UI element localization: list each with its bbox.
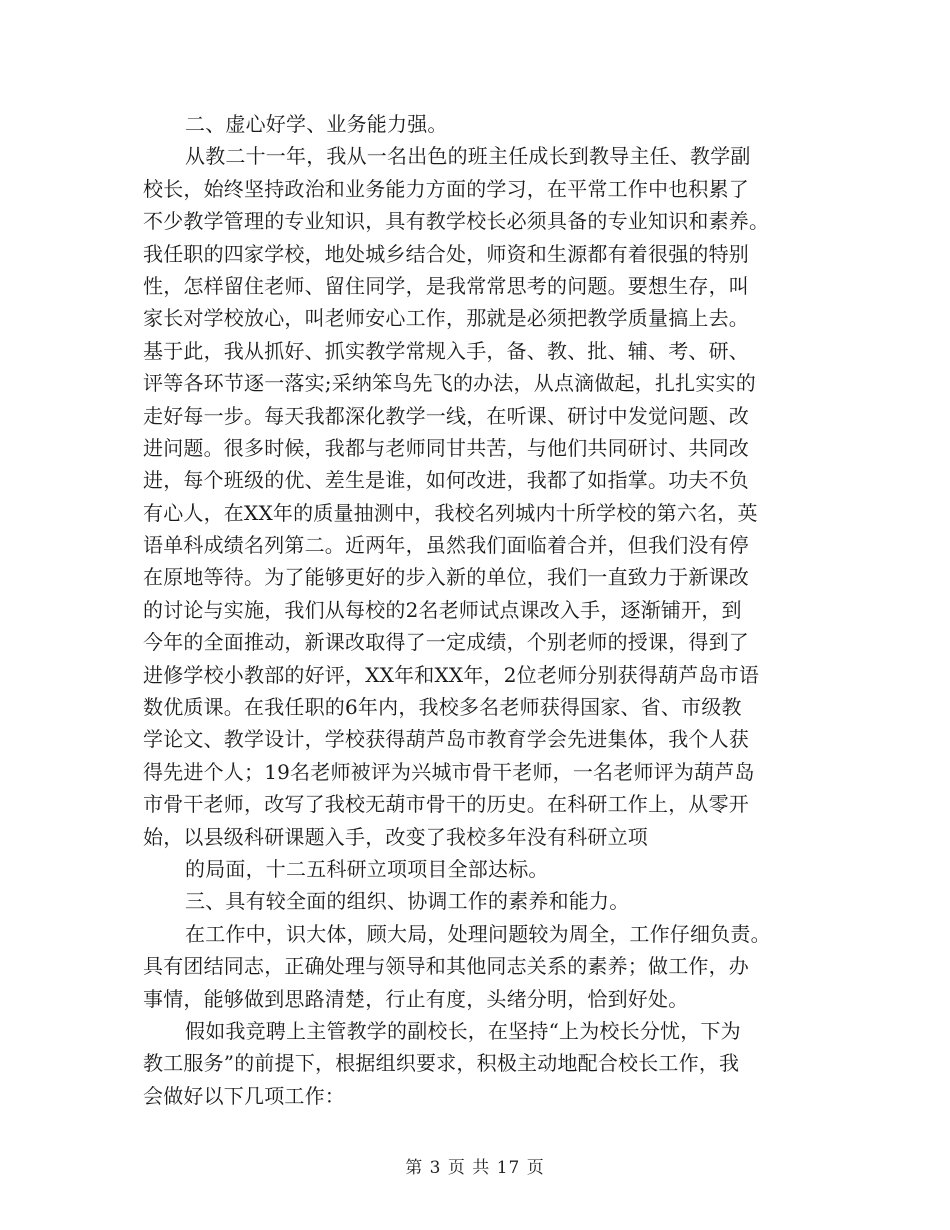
text-line: 事情，能够做到思路清楚，行止有度，头绪分明，恰到好处。 bbox=[143, 986, 689, 1011]
text-line: 进修学校小教部的好评，XX年和XX年，2位老师分别获得葫芦岛市语 bbox=[143, 662, 760, 687]
text-line: 数优质课。在我任职的6年内，我校多名老师获得国家、省、市级教 bbox=[143, 695, 742, 720]
text-line: 假如我竞聘上主管教学的副校长，在坚持“上为校长分忧，下为 bbox=[185, 1018, 741, 1043]
text-line: 始，以县级科研课题入手，改变了我校多年没有科研立项 bbox=[143, 824, 648, 849]
text-line: 得先进个人；19名老师被评为兴城市骨干老师，一名老师评为葫芦岛 bbox=[143, 759, 755, 784]
text-line: 会做好以下几项工作： bbox=[143, 1083, 345, 1108]
text-line: 家长对学校放心，叫老师安心工作，那就是必须把教学质量搞上去。 bbox=[143, 306, 749, 331]
text-line: 在工作中，识大体，顾大局，处理问题较为周全，工作仔细负责。 bbox=[185, 921, 771, 946]
text-line: 基于此，我从抓好、抓实教学常规入手，备、教、批、辅、考、研、 bbox=[143, 338, 749, 363]
text-line: 从教二十一年，我从一名出色的班主任成长到教导主任、教学副 bbox=[185, 144, 751, 169]
text-line: 市骨干老师，改写了我校无葫市骨干的历史。在科研工作上，从零开 bbox=[143, 792, 749, 817]
text-line: 二、虚心好学、业务能力强。 bbox=[185, 112, 448, 136]
text-line: 今年的全面推动，新课改取得了一定成绩，个别老师的授课，得到了 bbox=[143, 630, 749, 655]
text-line: 的讨论与实施，我们从每校的2名老师试点课改入手，逐渐铺开，到 bbox=[143, 597, 742, 622]
text-line: 我任职的四家学校，地处城乡结合处，师资和生源都有着很强的特别 bbox=[143, 241, 749, 266]
document-body bbox=[143, 108, 811, 1112]
text-line: 三、具有较全面的组织、协调工作的素养和能力。 bbox=[185, 889, 630, 914]
text-line: 语单科成绩名列第二。近两年，虽然我们面临着合并，但我们没有停 bbox=[143, 533, 749, 558]
text-line: 有心人，在XX年的质量抽测中，我校名列城内十所学校的第六名，英 bbox=[143, 500, 758, 525]
text-line: 学论文、教学设计，学校获得葫芦岛市教育学会先进集体，我个人获 bbox=[143, 727, 749, 752]
text-line: 进问题。很多时候，我都与老师同甘共苦，与他们共同研讨、共同改 bbox=[143, 435, 749, 460]
text-line: 教工服务”的前提下，根据组织要求，积极主动地配合校长工作，我 bbox=[143, 1051, 740, 1076]
text-line: 具有团结同志，正确处理与领导和其他同志关系的素养；做工作，办 bbox=[143, 954, 749, 979]
text-line: 评等各环节逐一落实;采纳笨鸟先飞的办法，从点滴做起，扎扎实实的 bbox=[143, 371, 756, 396]
text-line: 校长，始终坚持政治和业务能力方面的学习，在平常工作中也积累了 bbox=[143, 176, 749, 201]
text-line: 在原地等待。为了能够更好的步入新的单位，我们一直致力于新课改 bbox=[143, 565, 749, 590]
text-line: 的局面，十二五科研立项项目全部达标。 bbox=[185, 856, 549, 881]
text-line: 不少教学管理的专业知识，具有教学校长必须具备的专业知识和素养。 bbox=[143, 209, 770, 234]
text-line: 进，每个班级的优、差生是谁，如何改进，我都了如指掌。功夫不负 bbox=[143, 468, 749, 493]
page-footer: 第 3 页 共 17 页 bbox=[405, 1158, 545, 1178]
text-line: 走好每一步。每天我都深化教学一线，在听课、研讨中发觉问题、改 bbox=[143, 403, 749, 428]
text-line: 性，怎样留住老师、留住同学，是我常常思考的问题。要想生存，叫 bbox=[143, 273, 749, 298]
